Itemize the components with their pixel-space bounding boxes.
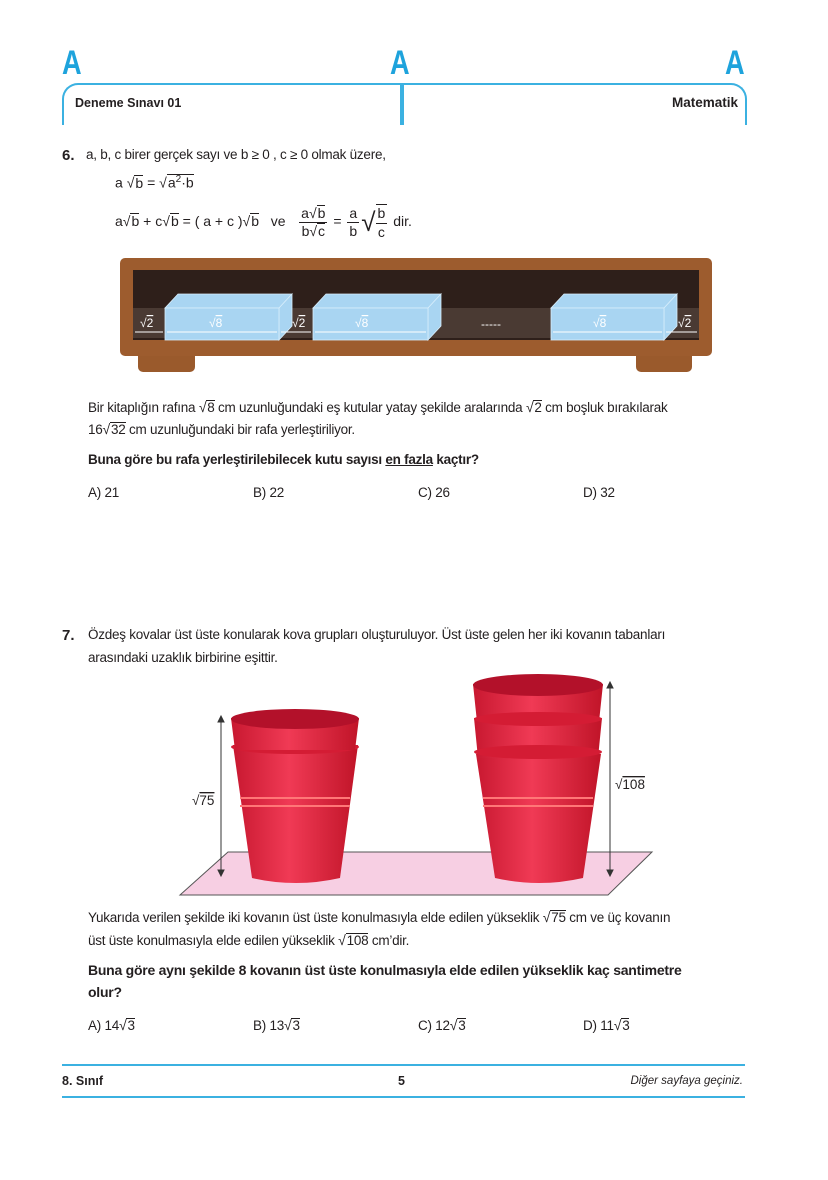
f2-b1: b <box>131 213 140 230</box>
continuation-dots: ----- <box>481 317 501 331</box>
q7-t2a: üst üste konulmasıyla elde edilen yükseklik <box>88 933 339 948</box>
q6-number: 6. <box>62 147 75 164</box>
f1-eq: = <box>147 174 156 191</box>
f1-exp: 2 <box>175 174 182 185</box>
q7-option-d[interactable]: D) 11√3 <box>583 1017 630 1033</box>
footer-bottom-rule <box>62 1096 745 1098</box>
box-label-1: √8 <box>209 316 223 330</box>
box-3 <box>551 294 677 340</box>
f2-num-a: a <box>301 204 309 221</box>
q6-qu: en fazla <box>385 452 433 467</box>
footer-top-rule <box>62 1064 745 1066</box>
f1-tail: ·b <box>181 174 194 191</box>
q7-intro-1: Özdeş kovalar üst üste konularak kova grupları oluşturuluyor. Üst üste gelen her iki kovanın tabanları <box>88 627 666 642</box>
opt-label: C) <box>418 1018 432 1033</box>
opt-label: A) <box>88 1018 101 1033</box>
opt-coef: 11 <box>600 1018 614 1033</box>
f1-a: a <box>115 174 123 191</box>
height-label-two: √75 <box>192 793 215 808</box>
opt-coef: 12 <box>435 1018 450 1033</box>
f1-base: a <box>167 174 176 191</box>
opt-rad: 3 <box>622 1018 630 1033</box>
f2-b3: b <box>251 213 260 230</box>
box-2 <box>313 294 441 340</box>
bucket-stack-two <box>231 709 359 883</box>
bucket-figure <box>0 660 828 910</box>
exam-title: Deneme Sınavı 01 <box>75 96 182 110</box>
f2-num-b: b <box>317 204 326 221</box>
q7-t2-r: 108 <box>346 933 369 948</box>
box-label-2: √8 <box>355 316 369 330</box>
q7-text-line-2: üst üste konulmasıyla elde edilen yükseklik √108 cm’dir. <box>88 932 410 948</box>
opt-rad: 3 <box>458 1018 466 1033</box>
q6-t1-r1: 8 <box>207 400 215 415</box>
q7-text-line-1: Yukarıda verilen şekilde iki kovanın üst üste konulmasıyla elde edilen yükseklik √75 cm ve üç kovanın <box>88 909 671 925</box>
q6-option-c[interactable]: C) 26 <box>418 485 450 500</box>
q6-t1c: cm boşluk bırakılarak <box>541 400 668 415</box>
page-number: 5 <box>398 1074 405 1088</box>
f2-ve: ve <box>270 213 286 230</box>
q7-question-1: Buna göre aynı şekilde 8 kovanın üst üste konulmasıyla elde edilen yükseklik kaç santimetre <box>88 962 682 978</box>
gap-label-1: √2 <box>140 316 154 330</box>
q6-option-a[interactable]: A) 21 <box>88 485 120 500</box>
opt-coef: 13 <box>269 1018 285 1033</box>
opt-rad: 3 <box>127 1018 135 1033</box>
f2-plus: + c <box>143 213 163 230</box>
box-1 <box>165 294 292 340</box>
opt-coef: 14 <box>104 1018 120 1033</box>
q6-t2b: cm uzunluğundaki bir rafa yerleştiriliyor. <box>125 422 355 437</box>
q7-question-2: olur? <box>88 984 122 1000</box>
q6-text-line-1: Bir kitaplığın rafına √8 cm uzunluğundaki eş kutular yatay şekilde aralarında √2 cm boşluk bırakılarak <box>88 399 668 415</box>
q7-number: 7. <box>62 627 75 644</box>
q6-text-line-2: 16√32 cm uzunluğundaki bir rafa yerleştiriliyor. <box>88 421 355 437</box>
booklet-letter-right: A <box>725 44 745 82</box>
q6-t1-r2: 2 <box>534 400 542 415</box>
q6-formula-2: a√b + c√b = ( a + c )√b ve $\frac{a√b}{b√c}$ = $\frac{a}{b}$ √ $\frac{b}{c}$ dir. <box>115 204 412 240</box>
q6-t2-r: 32 <box>110 422 126 437</box>
opt-rad: 3 <box>292 1018 300 1033</box>
q7-t1b: cm ve üç kovanın <box>565 910 671 925</box>
f2-fa: a <box>347 205 359 224</box>
booklet-letter-left: A <box>62 44 82 82</box>
footer-grade: 8. Sınıf <box>62 1074 103 1088</box>
q7-option-b[interactable]: B) 13√3 <box>253 1017 300 1033</box>
shelf-figure <box>0 0 828 400</box>
q7-t1-r: 75 <box>551 910 566 925</box>
opt-label: D) <box>583 1018 597 1033</box>
q6-qb: kaçtır? <box>432 452 479 467</box>
q6-formula-1: a $√b = √a^2\cdot b$ <box>115 174 194 191</box>
q7-option-c[interactable]: C) 12√3 <box>418 1017 466 1033</box>
f2-den-c: c <box>318 223 326 239</box>
q6-question <box>88 452 479 467</box>
q7-t2b: cm’dir. <box>368 933 410 948</box>
f1-b: b <box>135 174 144 191</box>
q6-qa: Buna göre bu rafa yerleştirilebilecek kutu sayısı <box>88 452 386 467</box>
f2-a: a <box>115 213 123 230</box>
booklet-letter-center: A <box>390 44 410 82</box>
box-label-3: √8 <box>593 316 607 330</box>
f2-den-b: b <box>301 223 310 239</box>
q6-t1a: Bir kitaplığın rafına <box>88 400 199 415</box>
opt-label: B) <box>253 1018 266 1033</box>
q7-option-a[interactable]: A) 14√3 <box>88 1017 135 1033</box>
gap-label-2: √2 <box>292 316 306 330</box>
q7-t1a: Yukarıda verilen şekilde iki kovanın üst üste konulmasıyla elde edilen yükseklik <box>88 910 543 925</box>
subject-title: Matematik <box>671 95 738 110</box>
f2-fraction-left: $\frac{a√b}{b√c}$ <box>301 204 326 239</box>
f2-ib: b <box>376 205 388 224</box>
bucket-stack-three <box>473 674 603 883</box>
f2-eq: = ( a + c ) <box>182 213 243 230</box>
f2-fb: b <box>349 223 358 239</box>
q6-t1b: cm uzunluğundaki eş kutular yatay şekilde aralarında <box>214 400 526 415</box>
f2-eq2: = <box>333 213 342 230</box>
footer-next-page: Diğer sayfaya geçiniz. <box>630 1075 743 1087</box>
q7-intro-2: arasındaki uzaklık birbirine eşittir. <box>88 650 278 665</box>
gap-label-3: √2 <box>678 316 692 330</box>
q6-option-d[interactable]: D) 32 <box>583 485 615 500</box>
f2-b2: b <box>170 213 179 230</box>
q6-t2-coef: 16 <box>88 422 103 437</box>
f2-dir: dir. <box>393 213 412 230</box>
f2-ic: c <box>377 223 385 240</box>
height-label-three: √108 <box>615 777 645 792</box>
q6-option-b[interactable]: B) 22 <box>253 485 285 500</box>
q6-intro: a, b, c birer gerçek sayı ve b ≥ 0 , c ≥ 0 olmak üzere, <box>86 147 386 162</box>
